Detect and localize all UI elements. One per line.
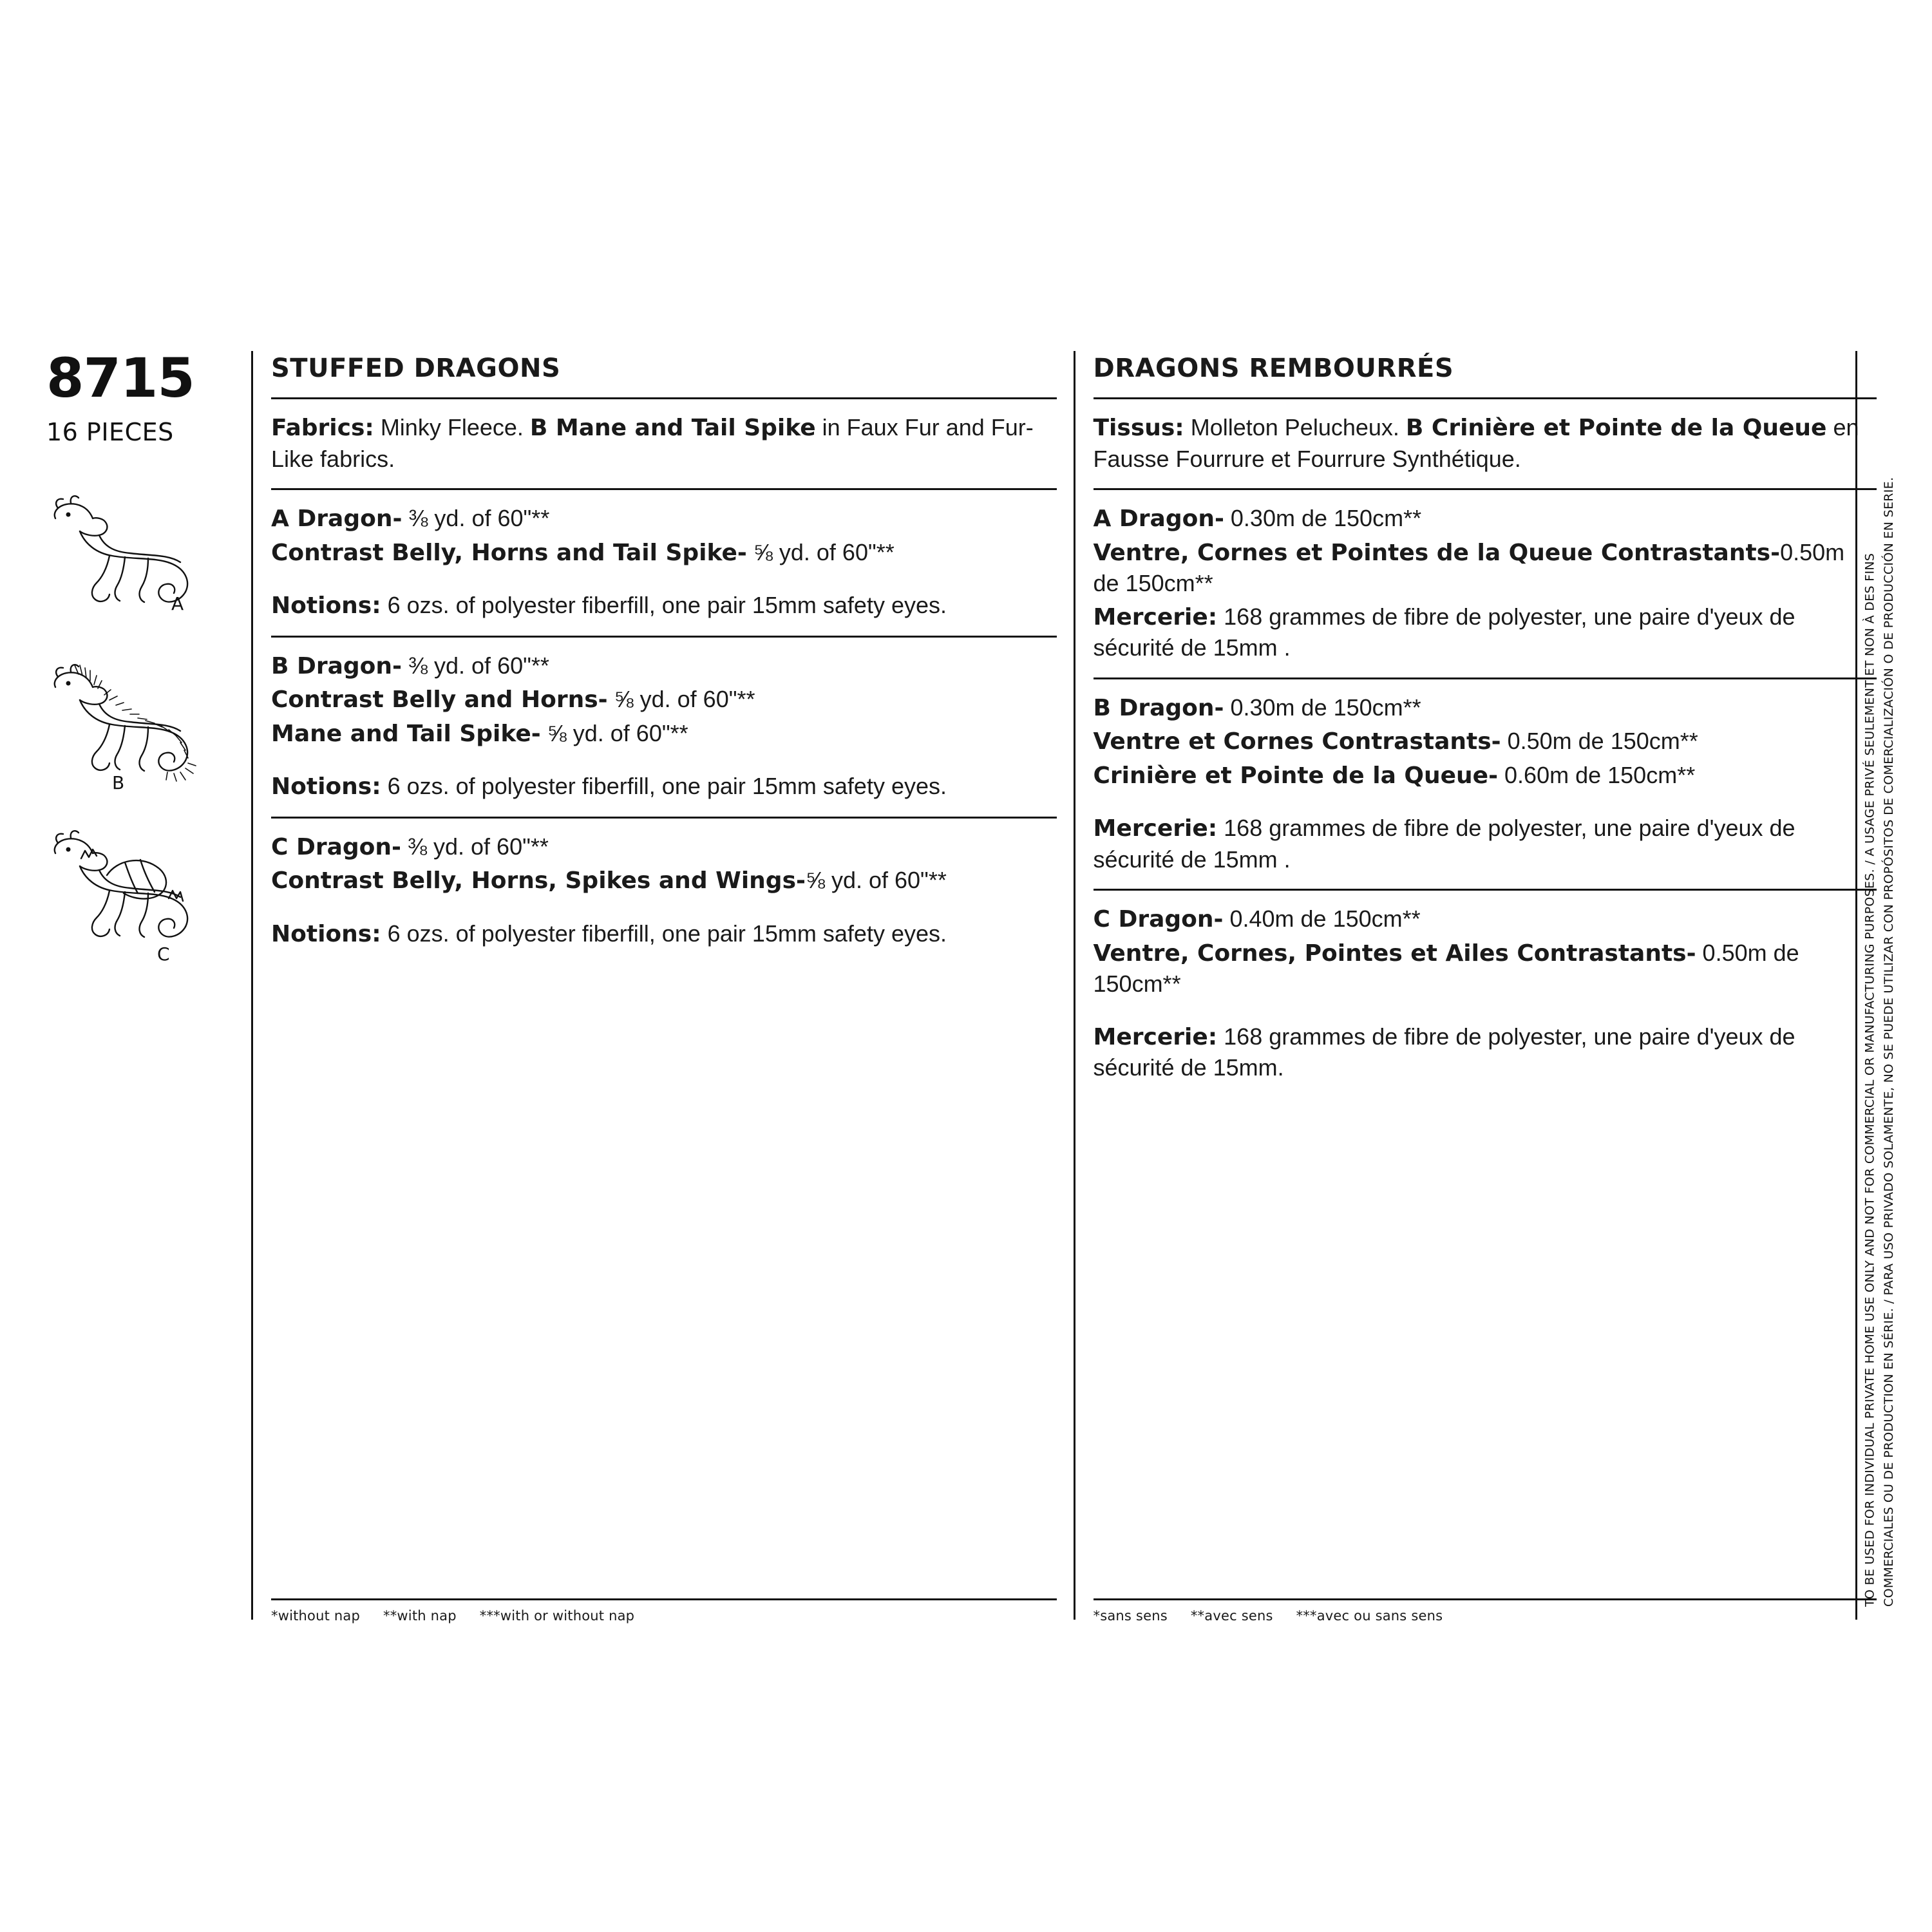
english-c-line1-bold: C Dragon- (271, 833, 401, 860)
french-b-line1-bold: B Dragon- (1093, 694, 1224, 721)
french-a-line2-text: 0.50m de 150cm** (1093, 538, 1845, 597)
english-b-line3-text: ⅝ yd. of 60"** (540, 719, 688, 746)
french-c-line2-bold: Ventre, Cornes, Pointes et Ailes Contrastants- (1093, 940, 1696, 967)
english-footnote-1: *without nap (271, 1608, 361, 1624)
english-a-line1-text: ⅜ yd. of 60"** (402, 505, 550, 532)
view-label-c: C (157, 943, 170, 965)
french-fabrics-text-1: Molleton Pelucheux. (1184, 414, 1406, 440)
english-fabrics-text-1: Minky Fleece. (374, 414, 530, 440)
french-footnotes (1094, 1598, 1877, 1624)
french-footnote-3: ***avec ou sans sens (1296, 1608, 1443, 1624)
english-c-line2-text: ⅝ yd. of 60"** (805, 867, 947, 894)
french-view-b-section (1094, 677, 1877, 889)
dragon-a-line-drawing-icon (43, 485, 236, 623)
english-view-a-section (271, 488, 1057, 636)
english-a-notions-text: 6 ozs. of polyester fiberfill, one pair 15mm safety eyes. (381, 592, 947, 619)
french-column (1074, 351, 1894, 1624)
french-view-c-section (1094, 889, 1877, 1097)
french-b-notions-label: Mercerie: (1093, 815, 1218, 842)
view-figure-a (43, 485, 236, 633)
view-label-a: A (171, 593, 184, 614)
french-a-notions-text: 168 grammes de fibre de polyester, une paire d'yeux de sécurité de 15mm . (1093, 603, 1795, 661)
english-c-notions-text: 6 ozs. of polyester fiberfill, one pair 15mm safety eyes. (381, 920, 947, 947)
english-b-line1-bold: B Dragon- (271, 652, 402, 679)
english-b-line2-text: ⅝ yd. of 60"** (607, 686, 755, 713)
english-column (253, 351, 1074, 1624)
english-b-line3-bold: Mane and Tail Spike- (271, 720, 541, 747)
english-title: STUFFED DRAGONS (271, 354, 561, 383)
french-b-notions-text: 168 grammes de fibre de polyester, une paire d'yeux de sécurité de 15mm . (1093, 815, 1795, 873)
legal-text (1861, 364, 1899, 1607)
legal-line-2: COMMERCIALES OU DE PRODUCTION EN SÉRIE. / PARA USO PRIVADO SOLAMENTE, NO SE PUEDE UTILIZAR CON PROPÓSITOS DE COMERCIALIZACIÓN O DE PRODUCCIÓN EN SERIE. (1882, 477, 1896, 1607)
french-title: DRAGONS REMBOURRÉS (1093, 354, 1454, 383)
french-view-a-section (1094, 488, 1877, 677)
english-c-line2-bold: Contrast Belly, Horns, Spikes and Wings- (271, 867, 806, 895)
english-a-notions-label: Notions: (271, 592, 381, 620)
english-a-line1-bold: A Dragon- (271, 506, 402, 533)
french-b-line1-text: 0.30m de 150cm** (1224, 694, 1421, 721)
english-a-line2-text: ⅝ yd. of 60"** (746, 538, 895, 565)
english-c-notions-label: Notions: (271, 920, 381, 947)
view-label-b: B (112, 772, 125, 793)
english-footnote-3: ***with or without nap (479, 1608, 635, 1624)
french-c-line2-text: 0.50m de 150cm** (1093, 939, 1799, 998)
content-panel (39, 346, 1893, 1624)
identity-column (39, 346, 251, 1620)
french-footnote-1: *sans sens (1093, 1608, 1168, 1624)
dragon-c-line-drawing-icon (43, 820, 236, 958)
french-b-line2-bold: Ventre et Cornes Contrastants- (1093, 728, 1501, 755)
french-c-line1-text: 0.40m de 150cm** (1223, 905, 1421, 933)
french-fabrics-section (1094, 397, 1877, 488)
english-b-notions-label: Notions: (271, 773, 381, 800)
view-illustrations (43, 485, 245, 968)
french-c-notions-label: Mercerie: (1093, 1023, 1218, 1050)
english-footnotes (271, 1598, 1057, 1624)
legal-line-1: TO BE USED FOR INDIVIDUAL PRIVATE HOME USE ONLY AND NOT FOR COMMERCIAL OR MANUFACTURING PURPOSES. / A USAGE PRIVÉ SEULEMENT ET NON À DES FINS (1862, 553, 1877, 1607)
french-fabrics-label: Tissus: (1093, 415, 1184, 441)
french-b-line3-text: 0.60m de 150cm** (1498, 761, 1696, 788)
french-a-line1-text: 0.30m de 150cm** (1224, 505, 1422, 532)
english-b-line2-bold: Contrast Belly and Horns- (271, 687, 608, 714)
english-b-notions-text: 6 ozs. of polyester fiberfill, one pair 15mm safety eyes. (381, 773, 947, 800)
english-footnote-2: **with nap (383, 1608, 457, 1624)
french-a-notions-label: Mercerie: (1093, 603, 1218, 630)
french-footnote-2: **avec sens (1190, 1608, 1273, 1624)
english-a-line2-bold: Contrast Belly, Horns and Tail Spike- (271, 539, 747, 566)
french-a-line2-bold: Ventre, Cornes et Pointes de la Queue Contrastants- (1093, 539, 1781, 566)
french-fabrics-text-3: en Fausse Fourrure et Fourrure Synthétique. (1093, 414, 1859, 472)
text-columns (251, 351, 1893, 1624)
french-c-line1-bold: C Dragon- (1093, 906, 1224, 933)
english-view-b-section (271, 636, 1057, 817)
french-a-line1-bold: A Dragon- (1093, 506, 1224, 533)
view-figure-b (43, 652, 236, 800)
pattern-number: 8715 (46, 346, 194, 410)
dragon-b-line-drawing-icon (43, 652, 236, 791)
french-b-line2-text: 0.50m de 150cm** (1501, 728, 1698, 755)
legal-strip (1855, 351, 1902, 1620)
english-b-line1-text: ⅜ yd. of 60"** (401, 652, 549, 679)
french-c-notions-text: 168 grammes de fibre de polyester, une paire d'yeux de sécurité de 15mm. (1093, 1023, 1795, 1081)
english-fabrics-section (271, 397, 1057, 488)
french-fabrics-bold-2: B Crinière et Pointe de la Queue (1405, 415, 1827, 441)
english-view-c-section (271, 817, 1057, 964)
piece-count: 16 PIECES (46, 418, 174, 446)
view-figure-c (43, 820, 236, 968)
french-b-line3-bold: Crinière et Pointe de la Queue- (1093, 762, 1499, 789)
english-fabrics-bold-2: B Mane and Tail Spike (529, 415, 816, 441)
english-fabrics-label: Fabrics: (271, 415, 374, 441)
english-c-line1-text: ⅜ yd. of 60"** (401, 833, 549, 860)
english-fabrics-text-3: in Faux Fur and Fur-Like fabrics. (271, 414, 1034, 472)
